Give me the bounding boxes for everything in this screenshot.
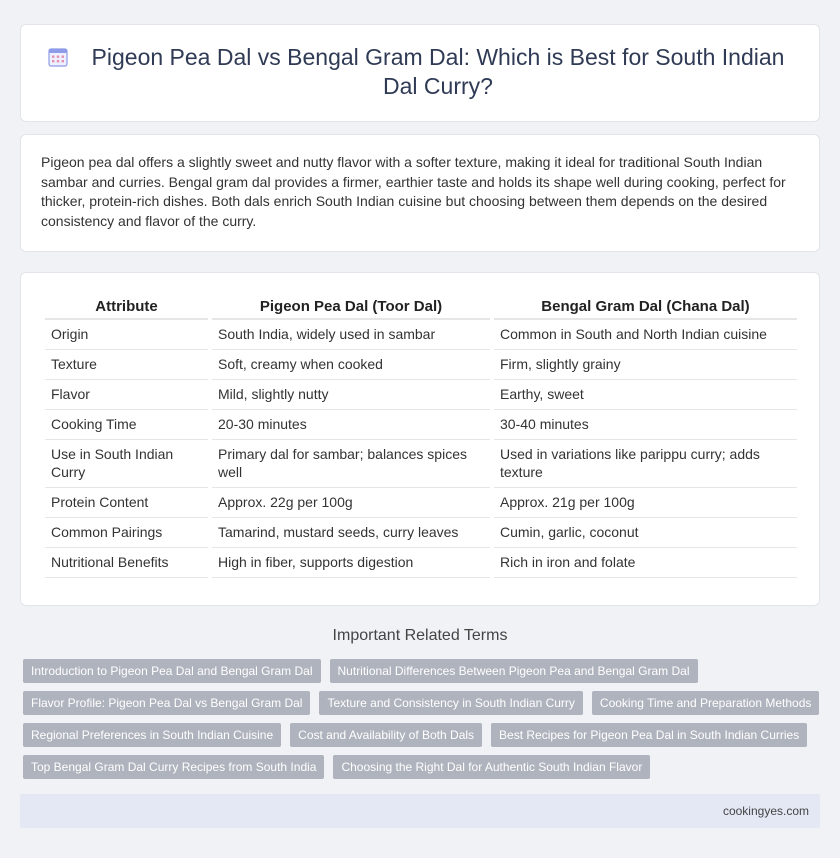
table-cell: Primary dal for sambar; balances spices well — [212, 440, 490, 488]
table-cell: 20-30 minutes — [212, 410, 490, 440]
related-term-tag[interactable]: Best Recipes for Pigeon Pea Dal in South Indian Curries — [491, 723, 807, 747]
table-row — [45, 410, 797, 440]
related-terms — [23, 659, 823, 787]
table-cell: Tamarind, mustard seeds, curry leaves — [212, 518, 490, 548]
table-cell: Cooking Time — [45, 410, 208, 440]
header-pigeon-pea: Pigeon Pea Dal (Toor Dal) — [212, 295, 490, 320]
table-cell: Soft, creamy when cooked — [212, 350, 490, 380]
related-term-tag[interactable]: Top Bengal Gram Dal Curry Recipes from South India — [23, 755, 324, 779]
table-cell: Nutritional Benefits — [45, 548, 208, 578]
table-cell: Texture — [45, 350, 208, 380]
table-cell: South India, widely used in sambar — [212, 320, 490, 350]
title-wrap — [47, 43, 799, 101]
table-cell: Rich in iron and folate — [494, 548, 797, 578]
tag-row — [23, 755, 823, 779]
table-cell: Protein Content — [45, 488, 208, 518]
table-row — [45, 350, 797, 380]
related-term-tag[interactable]: Introduction to Pigeon Pea Dal and Bengal Gram Dal — [23, 659, 321, 683]
table-cell: Origin — [45, 320, 208, 350]
page-title: Pigeon Pea Dal vs Bengal Gram Dal: Which is Best for South Indian Dal Curry? — [91, 44, 785, 99]
table-cell: Used in variations like parippu curry; adds texture — [494, 440, 797, 488]
table-cell: Approx. 22g per 100g — [212, 488, 490, 518]
footer-site-link[interactable]: cookingyes.com — [722, 804, 809, 818]
related-terms-title: Important Related Terms — [332, 627, 508, 644]
footer — [20, 794, 820, 828]
related-term-tag[interactable]: Nutritional Differences Between Pigeon Pea and Bengal Gram Dal — [330, 659, 698, 683]
intro-card — [20, 134, 820, 252]
comparison-table — [41, 295, 801, 578]
table-cell: 30-40 minutes — [494, 410, 797, 440]
related-term-tag[interactable]: Choosing the Right Dal for Authentic South Indian Flavor — [333, 755, 650, 779]
related-term-tag[interactable]: Regional Preferences in South Indian Cuisine — [23, 723, 281, 747]
table-cell: Use in South Indian Curry — [45, 440, 208, 488]
table-row — [45, 518, 797, 548]
table-cell: Firm, slightly grainy — [494, 350, 797, 380]
table-cell: Cumin, garlic, coconut — [494, 518, 797, 548]
table-cell: Mild, slightly nutty — [212, 380, 490, 410]
table-row — [45, 440, 797, 488]
header-bengal-gram: Bengal Gram Dal (Chana Dal) — [494, 295, 797, 320]
tag-row — [23, 691, 823, 715]
table-cell: High in fiber, supports digestion — [212, 548, 490, 578]
tag-row — [23, 659, 823, 683]
table-cell: Approx. 21g per 100g — [494, 488, 797, 518]
table-row — [45, 380, 797, 410]
header-attribute: Attribute — [45, 295, 208, 320]
table-row — [45, 320, 797, 350]
related-term-tag[interactable]: Cooking Time and Preparation Methods — [592, 691, 819, 715]
related-term-tag[interactable]: Texture and Consistency in South Indian Curry — [319, 691, 582, 715]
table-row — [45, 548, 797, 578]
comparison-card — [20, 272, 820, 606]
related-term-tag[interactable]: Cost and Availability of Both Dals — [290, 723, 482, 747]
table-cell: Common in South and North Indian cuisine — [494, 320, 797, 350]
tag-row — [23, 723, 823, 747]
table-cell: Earthy, sweet — [494, 380, 797, 410]
table-cell: Common Pairings — [45, 518, 208, 548]
table-row — [45, 488, 797, 518]
intro-paragraph: Pigeon pea dal offers a slightly sweet and nutty flavor with a softer texture, making it ideal for traditional South Indian sambar and curries. Bengal gram dal provides a firmer, earthier taste and holds its shape well during cooking, perfect for thicker, protein-rich dishes. Both dals enrich South Indian cuisine but choosing between them depends on the desired consistency and flavor of the curry. — [41, 154, 786, 229]
table-cell: Flavor — [45, 380, 208, 410]
calendar-icon — [47, 46, 69, 68]
table-header-row — [45, 295, 797, 320]
related-term-tag[interactable]: Flavor Profile: Pigeon Pea Dal vs Bengal Gram Dal — [23, 691, 310, 715]
title-card — [20, 24, 820, 122]
